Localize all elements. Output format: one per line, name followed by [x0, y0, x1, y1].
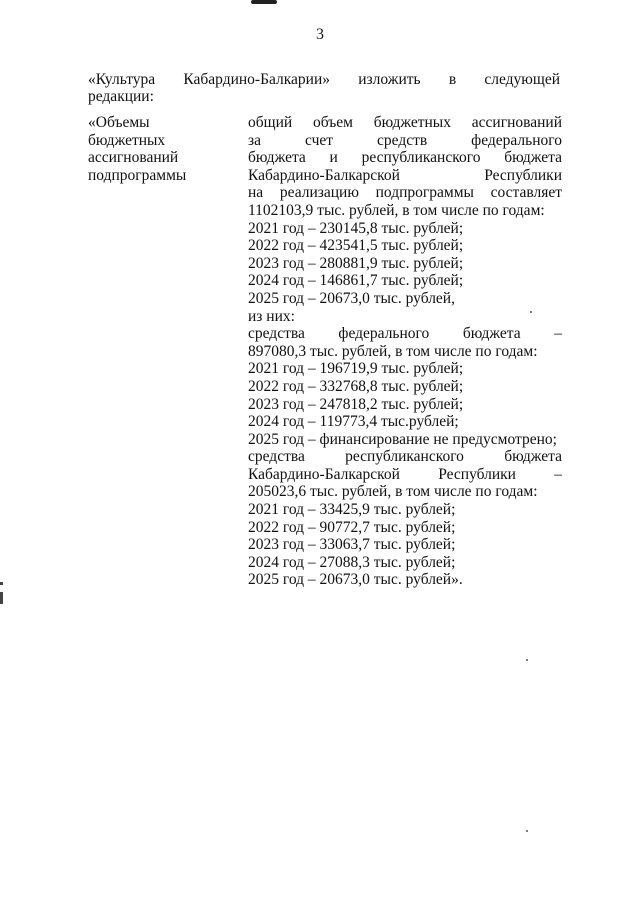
total-year-line: 2025 год – 20673,0 тыс. рублей, — [248, 289, 455, 307]
regional-year-line: 2024 год – 27088,3 тыс. рублей; — [248, 553, 456, 571]
regional-year-line: 2021 год – 33425,9 тыс. рублей; — [248, 501, 456, 519]
federal-year-line: 2021 год – 196719,9 тыс. рублей; — [248, 360, 464, 378]
left-column-line: ассигнований — [88, 149, 179, 167]
intro-line-1: «Культура Кабардино-Балкарии» изложить в следующей — [88, 71, 560, 88]
total-amount-line: 1102103,9 тыс. рублей, в том числе по годам: — [248, 201, 545, 219]
federal-year-line: 2025 год – финансирование не предусмотрено; — [248, 430, 557, 448]
justified-line: Кабардино-Балкарской Республики — [248, 166, 562, 184]
justified-line: за счет средств федерального — [248, 131, 562, 149]
of-them-label: из них: — [248, 307, 295, 325]
total-year-line: 2021 год – 230145,8 тыс. рублей; — [248, 219, 464, 237]
federal-year-line: 2023 год – 247818,2 тыс. рублей; — [248, 395, 464, 413]
regional-funds-line: Кабардино-Балкарской Республики – — [248, 465, 562, 483]
federal-funds-line: средства федерального бюджета – — [248, 325, 562, 343]
total-year-line: 2022 год – 423541,5 тыс. рублей; — [248, 237, 464, 255]
federal-year-line: 2022 год – 332768,8 тыс. рублей; — [248, 377, 464, 395]
left-column-line: бюджетных — [88, 131, 166, 149]
regional-funds-line: средства республиканского бюджета — [248, 448, 562, 466]
justified-line: на реализацию подпрограммы составляет — [248, 184, 562, 202]
scan-speck — [526, 830, 528, 832]
total-year-line: 2023 год – 280881,9 тыс. рублей; — [248, 254, 464, 272]
total-year-line: 2024 год – 146861,7 тыс. рублей; — [248, 272, 464, 290]
justified-line: бюджета и республиканского бюджета — [248, 149, 562, 167]
regional-year-line: 2022 год – 90772,7 тыс. рублей; — [248, 518, 456, 536]
regional-total-line: 205023,6 тыс. рублей, в том числе по годам: — [248, 483, 538, 501]
table-left-column — [88, 114, 228, 185]
justified-line: общий объем бюджетных ассигнований — [248, 114, 562, 131]
left-column-line: «Объемы — [88, 114, 150, 131]
scan-edge-mark — [0, 592, 3, 604]
regional-year-line: 2025 год – 20673,0 тыс. рублей». — [248, 571, 463, 589]
left-column-line: подпрограммы — [88, 167, 187, 185]
scan-edge-mark — [0, 582, 3, 585]
scan-speck — [530, 311, 532, 313]
federal-total-line: 897080,3 тыс. рублей, в том числе по годам: — [248, 342, 538, 360]
intro-line-2: редакции: — [88, 88, 154, 105]
page-number: 3 — [316, 26, 324, 43]
scan-speck — [526, 659, 528, 661]
table-right-column — [248, 114, 562, 589]
federal-year-line: 2024 год – 119773,4 тыс.рублей; — [248, 413, 459, 431]
regional-year-line: 2023 год – 33063,7 тыс. рублей; — [248, 536, 456, 554]
scan-mark-top — [251, 0, 277, 4]
